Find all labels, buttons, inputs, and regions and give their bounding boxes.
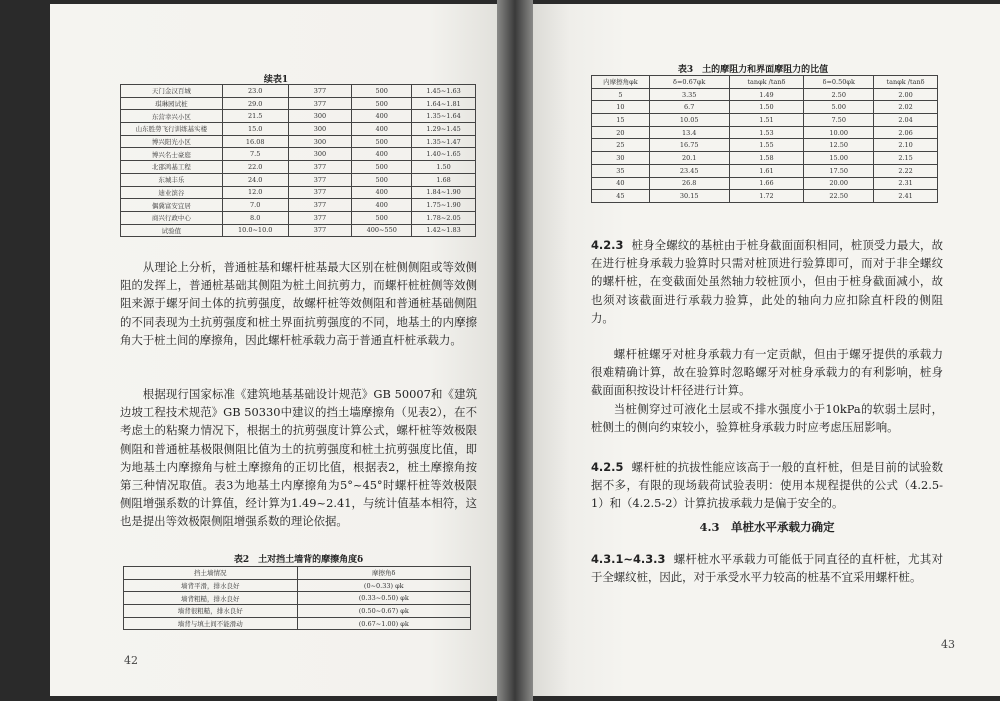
table-cell: 29.0 xyxy=(222,97,288,110)
paragraph-theory xyxy=(120,258,477,349)
paragraph-thread xyxy=(591,345,943,400)
table-cell: 16.08 xyxy=(222,135,288,148)
section-number: 4.2.3 xyxy=(591,238,624,252)
table-cell: 23.45 xyxy=(649,164,729,177)
table-cell: 1.42~1.83 xyxy=(412,224,476,237)
table-cell: 45 xyxy=(592,190,650,203)
table-row xyxy=(592,114,938,127)
section-4-2-5 xyxy=(591,458,943,513)
paragraph-theory-text: 从理论上分析，普通桩基和螺杆桩基最大区别在桩侧侧阻或等效侧阻的发挥上，普通桩基础其侧阻为桩土间抗剪力，而螺杆桩桩侧等效侧阻来源于螺牙间土体的抗剪强度，故螺杆桩等效侧阻和普通桩基础侧阻的不同表现为土抗剪强度和桩土界面抗剪强度的不同，地基土的内摩擦角大于桩土间的摩擦角，因此螺杆桩承载力高于普通直杆桩承载力。 xyxy=(120,260,477,347)
table-row xyxy=(592,126,938,139)
table3-title: 表3 土的摩阻力和界面摩阻力的比值 xyxy=(677,65,829,75)
paragraph-thread-text: 螺杆桩螺牙对桩身承载力有一定贡献，但由于螺牙提供的承载力很难精确计算，故在验算时忽略螺牙对桩身承载力的有利影响，桩身截面面积按设计杆径进行计算。 xyxy=(591,347,943,398)
table-cell: 20.1 xyxy=(649,152,729,165)
table-cell: 2.50 xyxy=(804,88,874,101)
table-cell: 1.68 xyxy=(412,173,476,186)
table-cell: 2.31 xyxy=(874,177,938,190)
table-cell: 15 xyxy=(592,114,650,127)
table-cell: 25 xyxy=(592,139,650,152)
table-row xyxy=(592,152,938,165)
table-cell: 400 xyxy=(352,199,412,212)
table-row xyxy=(121,85,476,98)
table-header-cell: 挡土墙情况 xyxy=(124,567,298,580)
table-cell: 1.35~1.47 xyxy=(412,135,476,148)
table-row xyxy=(121,110,476,123)
table-cell: 377 xyxy=(288,173,352,186)
table-row xyxy=(121,148,476,161)
table-cell: 377 xyxy=(288,199,352,212)
table-cell: 300 xyxy=(288,123,352,136)
table-cell: 400 xyxy=(352,123,412,136)
table-cell: 400 xyxy=(352,186,412,199)
table-cell: 40 xyxy=(592,177,650,190)
section-4-3-1 xyxy=(591,550,943,586)
table-cell: 博兴阳光小区 xyxy=(121,135,223,148)
table-cell: 21.5 xyxy=(222,110,288,123)
table-cell: 2.15 xyxy=(874,152,938,165)
table-cell: 2.00 xyxy=(874,88,938,101)
table-cell: 1.72 xyxy=(729,190,804,203)
table-header-cell: δ=0.50φk xyxy=(804,76,874,89)
table-cell: 1.40~1.65 xyxy=(412,148,476,161)
table-row xyxy=(121,211,476,224)
table-cell: (0.33~0.50) φk xyxy=(297,592,470,605)
table-cell: 500 xyxy=(352,161,412,174)
table-cell: 30 xyxy=(592,152,650,165)
table1-title: 续表1 xyxy=(263,75,289,85)
table-row xyxy=(121,199,476,212)
table-cell: 试验值 xyxy=(121,224,223,237)
paragraph-soft-soil-text: 当桩侧穿过可液化土层或不排水强度小于10kPa的软弱土层时，桩侧土的侧向约束较小，验算桩身承载力时应考虑压屈影响。 xyxy=(591,402,943,435)
table-cell: 2.04 xyxy=(874,114,938,127)
table-cell: 7.5 xyxy=(222,148,288,161)
table-row xyxy=(121,123,476,136)
table-cell: 377 xyxy=(288,161,352,174)
table-cell: 东营幸兴小区 xyxy=(121,110,223,123)
table-header-row xyxy=(592,76,938,89)
table-cell: 1.50 xyxy=(412,161,476,174)
table-header-cell: δ=0.67φk xyxy=(649,76,729,89)
section-heading-4-3: 4.3 单桩水平承载力确定 xyxy=(699,520,835,534)
table-cell: 17.50 xyxy=(804,164,874,177)
table-cell: 天门金汉百城 xyxy=(121,85,223,98)
section-text: 螺杆桩水平承载力可能低于同直径的直杆桩，尤其对于全螺纹桩，因此，对于承受水平力较高的桩基不宜采用螺杆桩。 xyxy=(591,552,943,585)
table-cell: 6.7 xyxy=(649,101,729,114)
table-cell: 1.53 xyxy=(729,126,804,139)
table-row xyxy=(124,579,471,592)
table-cell: 2.41 xyxy=(874,190,938,203)
table-cell: 5 xyxy=(592,88,650,101)
table-cell: 16.75 xyxy=(649,139,729,152)
table-row xyxy=(121,161,476,174)
table-row xyxy=(124,592,471,605)
table-cell: 22.0 xyxy=(222,161,288,174)
table-cell: 377 xyxy=(288,85,352,98)
left-page xyxy=(50,4,497,696)
table-row xyxy=(592,164,938,177)
table-cell: (0.50~0.67) φk xyxy=(297,605,470,618)
table-cell: 1.55 xyxy=(729,139,804,152)
table-cell: 1.66 xyxy=(729,177,804,190)
table-cell: 12.0 xyxy=(222,186,288,199)
table-cell: 东城丰乐 xyxy=(121,173,223,186)
table-cell: 1.84~1.90 xyxy=(412,186,476,199)
table-cell: 1.51 xyxy=(729,114,804,127)
table-cell: 3.35 xyxy=(649,88,729,101)
table-cell: 1.78~2.05 xyxy=(412,211,476,224)
table-cell: 300 xyxy=(288,110,352,123)
table-header-cell: 摩擦角δ xyxy=(297,567,470,580)
paragraph-standard xyxy=(120,385,477,531)
table-header-row xyxy=(124,567,471,580)
table-cell: 博兴名士豪庭 xyxy=(121,148,223,161)
table-cell: 2.10 xyxy=(874,139,938,152)
table-cell: 2.22 xyxy=(874,164,938,177)
table-cell: 琪琳园试桩 xyxy=(121,97,223,110)
table-cell: 2.02 xyxy=(874,101,938,114)
table-cell: 7.0 xyxy=(222,199,288,212)
table-cell: 20.00 xyxy=(804,177,874,190)
table-cell: 1.35~1.64 xyxy=(412,110,476,123)
table-cell: 墙背与填土间不能滑动 xyxy=(124,617,298,630)
table-cell: 300 xyxy=(288,135,352,148)
table-cell: 400 xyxy=(352,148,412,161)
book-spine xyxy=(497,0,533,701)
table-header-cell: 内摩擦角φk xyxy=(592,76,650,89)
table-cell: 1.50 xyxy=(729,101,804,114)
section-text: 螺杆桩的抗拔性能应该高于一般的直杆桩，但是目前的试验数据不多，有限的现场载荷试验表明：使用本规程提供的公式（4.2.5-1）和（4.2.5-2）计算抗拔承载力是偏于安全的。 xyxy=(591,460,943,511)
table-cell: 400~550 xyxy=(352,224,412,237)
table-cell: 山东胜勞飞行训练基实楼 xyxy=(121,123,223,136)
table-row xyxy=(124,605,471,618)
paragraph-soft-soil xyxy=(591,400,943,436)
table-cell: 偶冀富安宜居 xyxy=(121,199,223,212)
table-cell: 1.61 xyxy=(729,164,804,177)
table-cell: 1.64~1.81 xyxy=(412,97,476,110)
table-row xyxy=(121,186,476,199)
table-cell: 10.00 xyxy=(804,126,874,139)
table-cell: 23.0 xyxy=(222,85,288,98)
table-cell: 500 xyxy=(352,211,412,224)
table-cell: 24.0 xyxy=(222,173,288,186)
table-cell: 30.15 xyxy=(649,190,729,203)
table-cell: 7.50 xyxy=(804,114,874,127)
table-row xyxy=(121,135,476,148)
section-number: 4.2.5 xyxy=(591,460,624,474)
table-cell: 13.4 xyxy=(649,126,729,139)
table-cell: 400 xyxy=(352,110,412,123)
table-cell: 商兴行政中心 xyxy=(121,211,223,224)
table-cell: 8.0 xyxy=(222,211,288,224)
table-cell: 35 xyxy=(592,164,650,177)
table-cell: 377 xyxy=(288,224,352,237)
section-text: 桩身全螺纹的基桩由于桩身截面面积相同，桩顶受力最大，故在进行桩身承载力验算时只需对桩顶进行验算即可，而对于非全螺纹的螺杆桩，在变截面处虽然轴力较桩顶小，但由于桩身截面减小，故也须对该截面进行承载力验算，此处的轴向力应扣除直杆段的侧阻力。 xyxy=(591,238,943,325)
table-row xyxy=(121,97,476,110)
table-cell: 5.00 xyxy=(804,101,874,114)
table-cell: 377 xyxy=(288,186,352,199)
right-page xyxy=(533,4,1000,696)
table-cell: (0.67~1.00) φk xyxy=(297,617,470,630)
table-cell: 377 xyxy=(288,211,352,224)
table-cell: 墙背平滑，排水良好 xyxy=(124,579,298,592)
table-cell: 10.05 xyxy=(649,114,729,127)
table-cell: 1.58 xyxy=(729,152,804,165)
table-cell: 20 xyxy=(592,126,650,139)
page-number-left: 42 xyxy=(124,654,138,667)
table-cell: 北邵鸿基工程 xyxy=(121,161,223,174)
table-cell: 26.8 xyxy=(649,177,729,190)
table-row xyxy=(592,88,938,101)
table-cell: 1.75~1.90 xyxy=(412,199,476,212)
table-row xyxy=(124,617,471,630)
table-header-cell: tanφk /tanδ xyxy=(874,76,938,89)
table3 xyxy=(591,75,938,203)
table-cell: 2.06 xyxy=(874,126,938,139)
table-cell: 1.45~1.63 xyxy=(412,85,476,98)
table-cell: 1.29~1.45 xyxy=(412,123,476,136)
table-cell: 500 xyxy=(352,135,412,148)
table-cell: 15.0 xyxy=(222,123,288,136)
table-header-cell: tanφk /tanδ xyxy=(729,76,804,89)
table-cell: 500 xyxy=(352,97,412,110)
table-cell: 15.00 xyxy=(804,152,874,165)
paragraph-standard-text: 根据现行国家标准《建筑地基基础设计规范》GB 50007和《建筑边坡工程技术规范》GB 50330中建议的挡土墙摩擦角（见表2），在不考虑土的粘聚力情况下，根据土的抗剪强度计算公式，螺杆桩等效极限侧阻和普通桩基极限侧阻比值为土的抗剪强度和桩土抗剪强度比值，即为地基土内摩擦角与桩土摩擦角的正切比值，根据表2，桩土摩擦角按第三种情况取值。表3为地基土内摩擦角为5°~45°时螺杆桩等效极限侧阻增强系数的计算值，经计算为1.49~2.41，与统计值基本相符，这也是提出等效极限侧阻增强系数的理论依据。 xyxy=(120,387,477,529)
table-row xyxy=(592,177,938,190)
table-cell: 377 xyxy=(288,97,352,110)
table-cell: 1.49 xyxy=(729,88,804,101)
table-cell: 500 xyxy=(352,173,412,186)
table-row xyxy=(592,190,938,203)
page-number-right: 43 xyxy=(941,638,955,651)
section-number: 4.3.1~4.3.3 xyxy=(591,552,666,566)
table-cell: 迪业滨谷 xyxy=(121,186,223,199)
table-cell: 10.0~10.0 xyxy=(222,224,288,237)
table2 xyxy=(123,566,471,630)
table-cell: 墙背很粗糙，排水良好 xyxy=(124,605,298,618)
table-row xyxy=(121,224,476,237)
table-cell: 墙背粗糙，排水良好 xyxy=(124,592,298,605)
section-4-2-3 xyxy=(591,236,943,327)
table-cell: 22.50 xyxy=(804,190,874,203)
table-row xyxy=(592,101,938,114)
table2-title: 表2 土对挡土墙背的摩擦角度δ xyxy=(233,555,364,565)
table-cell: (0~0.33) φk xyxy=(297,579,470,592)
table-row xyxy=(592,139,938,152)
table-row xyxy=(121,173,476,186)
table-cell: 300 xyxy=(288,148,352,161)
table-cell: 500 xyxy=(352,85,412,98)
table-cell: 10 xyxy=(592,101,650,114)
table-cell: 12.50 xyxy=(804,139,874,152)
table1 xyxy=(120,84,476,237)
